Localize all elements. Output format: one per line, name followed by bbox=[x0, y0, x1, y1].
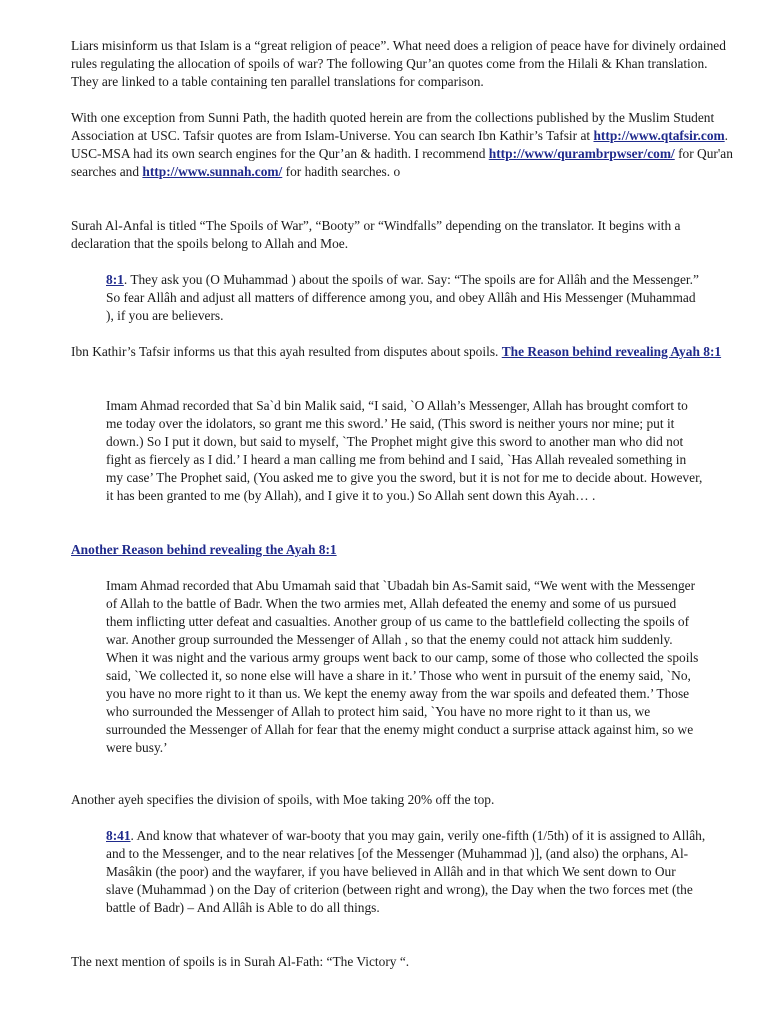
hadith-quote-ubadah: Imam Ahmad recorded that Abu Umamah said that `Ubadah bin As-Samit said, “We went with the Messenger of Allah to the battle of Badr. When the two armies met, Allah defeated the enemy and some of us pursued them inflicting utter defeat and casualties. Another group of us came to the battlefield collecting the spoils of war. Another group surrounded the Messenger of Allah , so that the enemy could not attack him suddenly. When it was night and the various army groups went back to our camp, some of those who collected the spoils said, `We collected it, so none else will have a share in it.’ Those who went in pursuit of the enemy said, `No, you have no more right to it than us. We kept the enemy away from the war spoils and defeated them.’ Those who surrounded the Messenger of Allah to protect him said, `You have no more right to it than us, we surrounded the Messenger of Allah for fear that the enemy might conduct a surprise attack against him, so we were busy.’ bbox=[106, 578, 699, 755]
al-anfal-paragraph: Surah Al-Anfal is titled “The Spoils of War”, “Booty” or “Windfalls” depending on the translator. It begins with a declaration that the spoils belong to Allah and Moe. bbox=[71, 218, 681, 251]
reason-link[interactable]: The Reason behind revealing Ayah 8:1 bbox=[501, 344, 722, 359]
verse-link-8-1[interactable]: 8:1 bbox=[106, 272, 124, 287]
sources-text-1: With one exception from Sunni Path, the hadith quoted herein are from the collections published by the Muslim Student Association at USC. Tafsir quotes are from Islam-Universe. You can search Ibn Kathir’s Tafsir at bbox=[71, 110, 715, 143]
verse-link-8-41[interactable]: 8:41 bbox=[106, 828, 131, 843]
sources-text-4: for hadith searches. o bbox=[282, 164, 401, 179]
another-reason-link[interactable]: Another Reason behind revealing the Ayah 8:1 bbox=[71, 542, 337, 557]
al-fath-paragraph: The next mention of spoils is in Surah Al-Fath: “The Victory “. bbox=[71, 954, 410, 969]
quran-quote-8-1-text: . They ask you (O Muhammad ) about the spoils of war. Say: “The spoils are for Allâh and the Messenger.” So fear Allâh and adjust all matters of difference among you, and obey Allâh and His Messenger (Muhammad ), if you are believers. bbox=[106, 272, 699, 323]
division-paragraph: Another ayeh specifies the division of spoils, with Moe taking 20% off the top. bbox=[71, 792, 495, 807]
quran-quote-8-41 bbox=[106, 827, 706, 917]
quran-browser-link[interactable]: http://www/qurambrpwser/com/ bbox=[488, 146, 675, 161]
quran-quote-8-41-text: . And know that whatever of war-booty that you may gain, verily one-fifth (1/5th) of it is assigned to Allâh, and to the Messenger, and to the near relatives [of the Messenger (Muhammad )], (and also) the orphans, Al-Masâkin (the poor) and the wayfarer, if you have believed in Allâh and in that which We sent down to Our slave (Muhammad ) on the Day of criterion (between right and wrong), the Day when the two forces met (the battle of Badr) – And Allâh is Able to do all things. bbox=[106, 828, 706, 915]
quran-quote-8-1 bbox=[106, 271, 706, 325]
sources-text-2: . USC-MSA had its own search engines for the Qur’an & hadith. I recommend bbox=[71, 128, 729, 161]
intro-paragraph: Liars misinform us that Islam is a “great religion of peace”. What need does a religion of peace have for divinely ordained rules regulating the allocation of spoils of war? The following Qur’an quotes come from the Hilali & Khan translation. They are linked to a table containing ten parallel translations for comparison. bbox=[71, 38, 726, 89]
tafsir-text: Ibn Kathir’s Tafsir informs us that this ayah resulted from disputes about spoils. bbox=[71, 344, 502, 359]
qtafsir-link[interactable]: http://www.qtafsir.com bbox=[593, 128, 725, 143]
sunnah-link[interactable]: http://www.sunnah.com/ bbox=[142, 164, 283, 179]
sources-paragraph bbox=[71, 109, 733, 181]
tafsir-paragraph bbox=[71, 343, 733, 361]
hadith-quote-sad: Imam Ahmad recorded that Sa`d bin Malik said, “I said, `O Allah’s Messenger, Allah has brought comfort to me today over the idolators, so grant me this sword.’ He said, (This sword is neither yours nor mine; put it down.) So I put it down, but said to myself, `The Prophet might give this sword to another man who did not fight as fiercely as I did.’ I heard a man calling me from behind and I said, `Has Allah revealed something in my case’ The Prophet said, (You asked me to give you the sword, but it is not for me to decide about. However, it has been granted to me (by Allah), and I give it to you.) So Allah sent down this Ayah… . bbox=[106, 398, 703, 503]
another-reason-heading bbox=[71, 541, 733, 559]
sources-text-3: for Qur'an searches and bbox=[71, 146, 733, 179]
